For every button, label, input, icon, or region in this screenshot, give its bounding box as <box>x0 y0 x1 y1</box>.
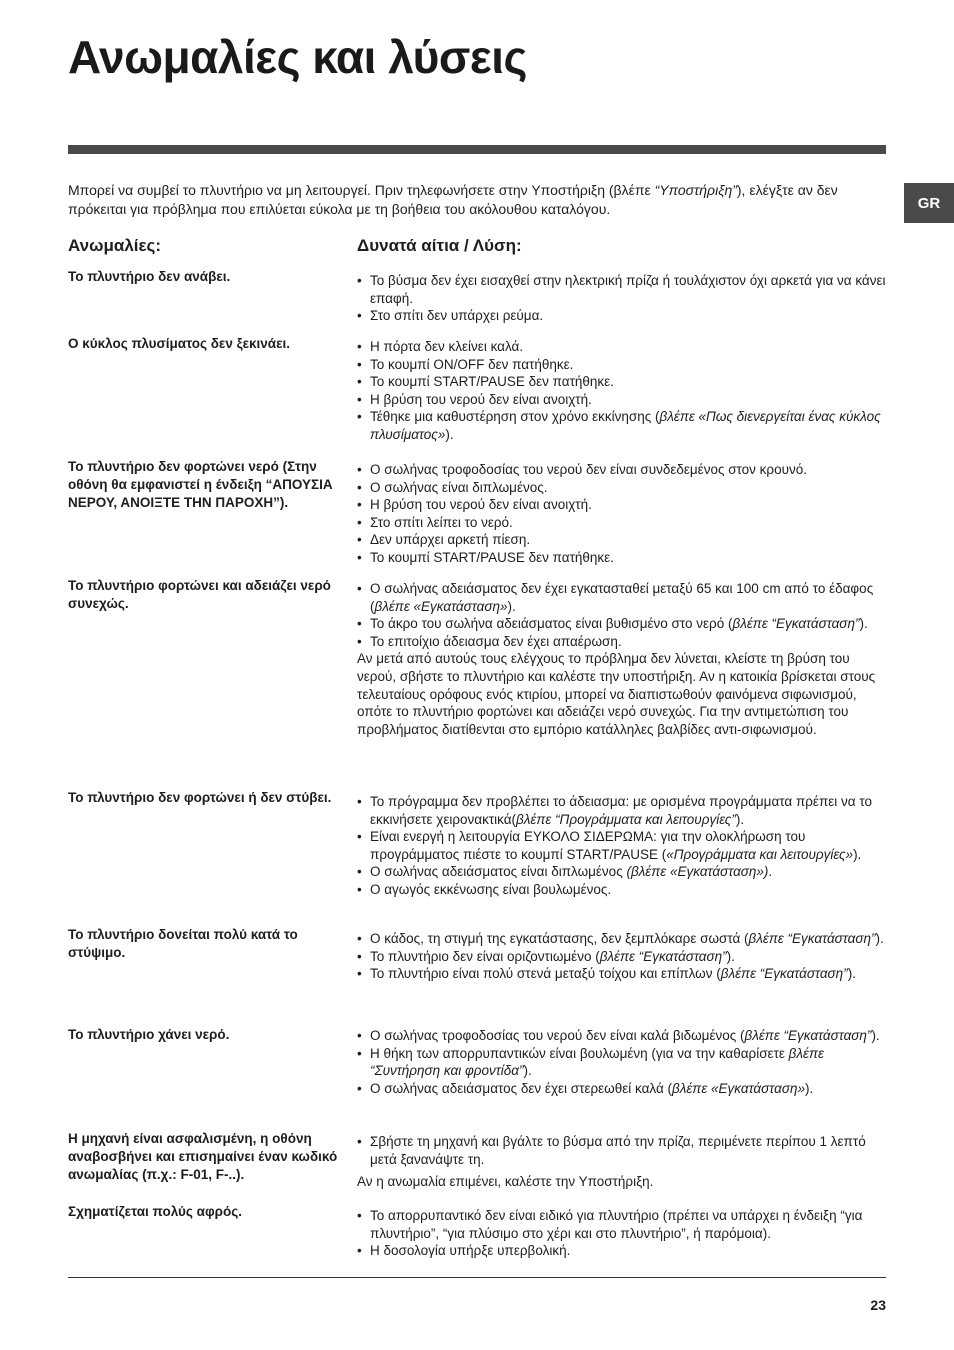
solution-list <box>357 1207 889 1260</box>
solution-item: • Το πλυντήριο δεν είναι οριζοντιωμένο (βλέπε “Εγκατάσταση”). <box>357 948 889 966</box>
solution-item: • Το πρόγραμμα δεν προβλέπει το άδειασμα: με ορισμένα προγράμματα πρέπει να το εκκινήσετε χειρονακτικά(βλέπε “Προγράμματα και λειτουργίες”). <box>357 793 889 828</box>
solution-block <box>357 272 889 325</box>
solution-item: • Το επιτοίχιο άδειασμα δεν έχει απαέρωση. <box>357 633 889 651</box>
solution-item: • Η θήκη των απορρυπαντικών είναι βουλωμένη (για να την καθαρίσετε βλέπε “Συντήρηση και φροντίδα”). <box>357 1045 889 1080</box>
solution-item: • Το βύσμα δεν έχει εισαχθεί στην ηλεκτρική πρίζα ή τουλάχιστον όχι αρκετά για να κάνει επαφή. <box>357 272 889 307</box>
solutions-header: Δυνατά αίτια / Λύση: <box>357 236 522 255</box>
solution-item: • Ο σωλήνας τροφοδοσίας του νερού δεν είναι συνδεδεμένος στον κρουνό. <box>357 461 889 479</box>
problem-label: Το πλυντήριο δεν φορτώνει νερό (Στην οθόνη θα εμφανιστεί η ένδειξη “ΑΠΟΥΣΙΑ ΝΕΡΟΥ, ΑΝΟΙΞΤΕ ΤΗΝ ΠΑΡΟΧΗ”). <box>68 459 333 510</box>
solution-block <box>357 580 889 738</box>
solution-note: Αν η ανωμαλία επιμένει, καλέστε την Υποστήριξη. <box>357 1174 654 1190</box>
solution-note: Αν μετά από αυτούς τους ελέγχους το πρόβλημα δεν λύνεται, κλείστε τη βρύση του νερού, σβήστε το πλυντήριο και καλέστε την υποστήριξη. Αν η κατοικία βρίσκεται στους τελευταίους ορόφους ενός κτιρίου, μπορεί να διαπιστωθούν φαινόμενα σιφωνισμού, οπότε το πλυντήριο φορτώνει και αδειάζει νερό συνεχώς. Για την αντιμετώπιση του προβλήματος διατίθενται στο εμπόριο κατάλληλες βαλβίδες αντι-σιφωνισμού. <box>357 651 876 737</box>
solution-block <box>357 1027 889 1097</box>
solution-list <box>357 1133 889 1168</box>
solution-item: • Η βρύση του νερού δεν είναι ανοιχτή. <box>357 496 889 514</box>
intro-text-before: Μπορεί να συμβεί το πλυντήριο να μη λειτουργεί. Πριν τηλεφωνήσετε στην Υποστήριξη (βλέπε <box>68 182 655 198</box>
solution-item: • Είναι ενεργή η λειτουργία ΕΥΚΟΛΟ ΣΙΔΕΡΩΜΑ: για την ολοκλήρωση του προγράμματος πιέστε το κουμπί START/PAUSE («Προγράμματα και λειτουργίες»). <box>357 828 889 863</box>
problem-label: Ο κύκλος πλυσίματος δεν ξεκινάει. <box>68 336 290 351</box>
solution-block <box>357 930 889 983</box>
solution-item: • Το κουμπί START/PAUSE δεν πατήθηκε. <box>357 549 889 567</box>
solution-block <box>357 461 889 567</box>
solution-block <box>357 793 889 899</box>
solution-list <box>357 338 889 444</box>
solution-block <box>357 1207 889 1260</box>
solution-item: • Σβήστε τη μηχανή και βγάλτε το βύσμα από την πρίζα, περιμένετε περίπου 1 λεπτό μετά ξανανάψτε τη. <box>357 1133 889 1168</box>
solution-list <box>357 793 889 899</box>
solution-item: • Η δοσολογία υπήρξε υπερβολική. <box>357 1242 889 1260</box>
problems-header: Ανωμαλίες: <box>68 236 162 255</box>
problem-label: Το πλυντήριο δεν φορτώνει ή δεν στύβει. <box>68 790 332 805</box>
language-tab: GR <box>904 183 954 223</box>
solution-item: • Ο σωλήνας είναι διπλωμένος. <box>357 479 889 497</box>
solution-block <box>357 338 889 444</box>
solution-item: • Ο αγωγός εκκένωσης είναι βουλωμένος. <box>357 881 889 899</box>
solution-item: • Το άκρο του σωλήνα αδειάσματος είναι βυθισμένο στο νερό (βλέπε “Εγκατάσταση”). <box>357 615 889 633</box>
intro-paragraph <box>68 181 888 219</box>
problem-label: Το πλυντήριο χάνει νερό. <box>68 1027 230 1042</box>
solution-item: • Ο κάδος, τη στιγμή της εγκατάστασης, δεν ξεμπλόκαρε σωστά (βλέπε “Εγκατάσταση”). <box>357 930 889 948</box>
solution-list <box>357 580 889 650</box>
solution-list <box>357 272 889 325</box>
solution-item: • Το κουμπί START/PAUSE δεν πατήθηκε. <box>357 373 889 391</box>
page-title: Ανωμαλίες και λύσεις <box>68 31 527 83</box>
problem-label: Η μηχανή είναι ασφαλισμένη, η οθόνη αναβοσβήνει και επισημαίνει έναν κωδικό ανωμαλίας (π.χ.: F-01, F-..). <box>68 1131 338 1182</box>
solution-item: • Η πόρτα δεν κλείνει καλά. <box>357 338 889 356</box>
solution-list <box>357 461 889 567</box>
solution-item: • Το απορρυπαντικό δεν είναι ειδικό για πλυντήριο (πρέπει να υπάρχει η ένδειξη “για πλυντήριο”, “για πλύσιμο στο χέρι και στο πλυντήριο”, ή παρόμοια). <box>357 1207 889 1242</box>
solution-list <box>357 1027 889 1097</box>
page-number: 23 <box>870 1297 886 1313</box>
solution-item: • Δεν υπάρχει αρκετή πίεση. <box>357 531 889 549</box>
solution-item: • Το κουμπί ON/OFF δεν πατήθηκε. <box>357 356 889 374</box>
solution-item: • Ο σωλήνας αδειάσματος δεν έχει εγκατασταθεί μεταξύ 65 και 100 cm από το έδαφος (βλέπε «Εγκατάσταση»). <box>357 580 889 615</box>
solution-block <box>357 1133 889 1191</box>
solution-item: • Το πλυντήριο είναι πολύ στενά μεταξύ τοίχου και επίπλων (βλέπε “Εγκατάσταση”). <box>357 965 889 983</box>
solution-list <box>357 930 889 983</box>
solution-item: • Στο σπίτι δεν υπάρχει ρεύμα. <box>357 307 889 325</box>
solution-item: • Στο σπίτι λείπει το νερό. <box>357 514 889 532</box>
problem-label: Το πλυντήριο δονείται πολύ κατά το στύψιμο. <box>68 927 298 960</box>
solution-item: • Ο σωλήνας αδειάσματος είναι διπλωμένος (βλέπε «Εγκατάσταση»). <box>357 863 889 881</box>
intro-text-italic: “Υποστήριξη” <box>654 182 737 198</box>
solution-item: • Ο σωλήνας τροφοδοσίας του νερού δεν είναι καλά βιδωμένος (βλέπε “Εγκατάσταση”). <box>357 1027 889 1045</box>
title-divider-bar <box>68 145 886 154</box>
footer-divider <box>68 1277 886 1278</box>
solution-item: • Ο σωλήνας αδειάσματος δεν έχει στερεωθεί καλά (βλέπε «Εγκατάσταση»). <box>357 1080 889 1098</box>
problem-label: Το πλυντήριο δεν ανάβει. <box>68 269 231 284</box>
solution-item: • Η βρύση του νερού δεν είναι ανοιχτή. <box>357 391 889 409</box>
solution-item: • Τέθηκε μια καθυστέρηση στον χρόνο εκκίνησης (βλέπε «Πως διενεργείται ένας κύκλος πλυσίματος»). <box>357 408 889 443</box>
problem-label: Σχηματίζεται πολύς αφρός. <box>68 1204 242 1219</box>
problem-label: Το πλυντήριο φορτώνει και αδειάζει νερό συνεχώς. <box>68 578 331 611</box>
intro-text-after: ), ελέγξτε αν δεν πρόκειται για πρόβλημα που επιλύεται εύκολα με τη βοήθεια του ακόλουθου καταλόγου. <box>68 182 838 217</box>
